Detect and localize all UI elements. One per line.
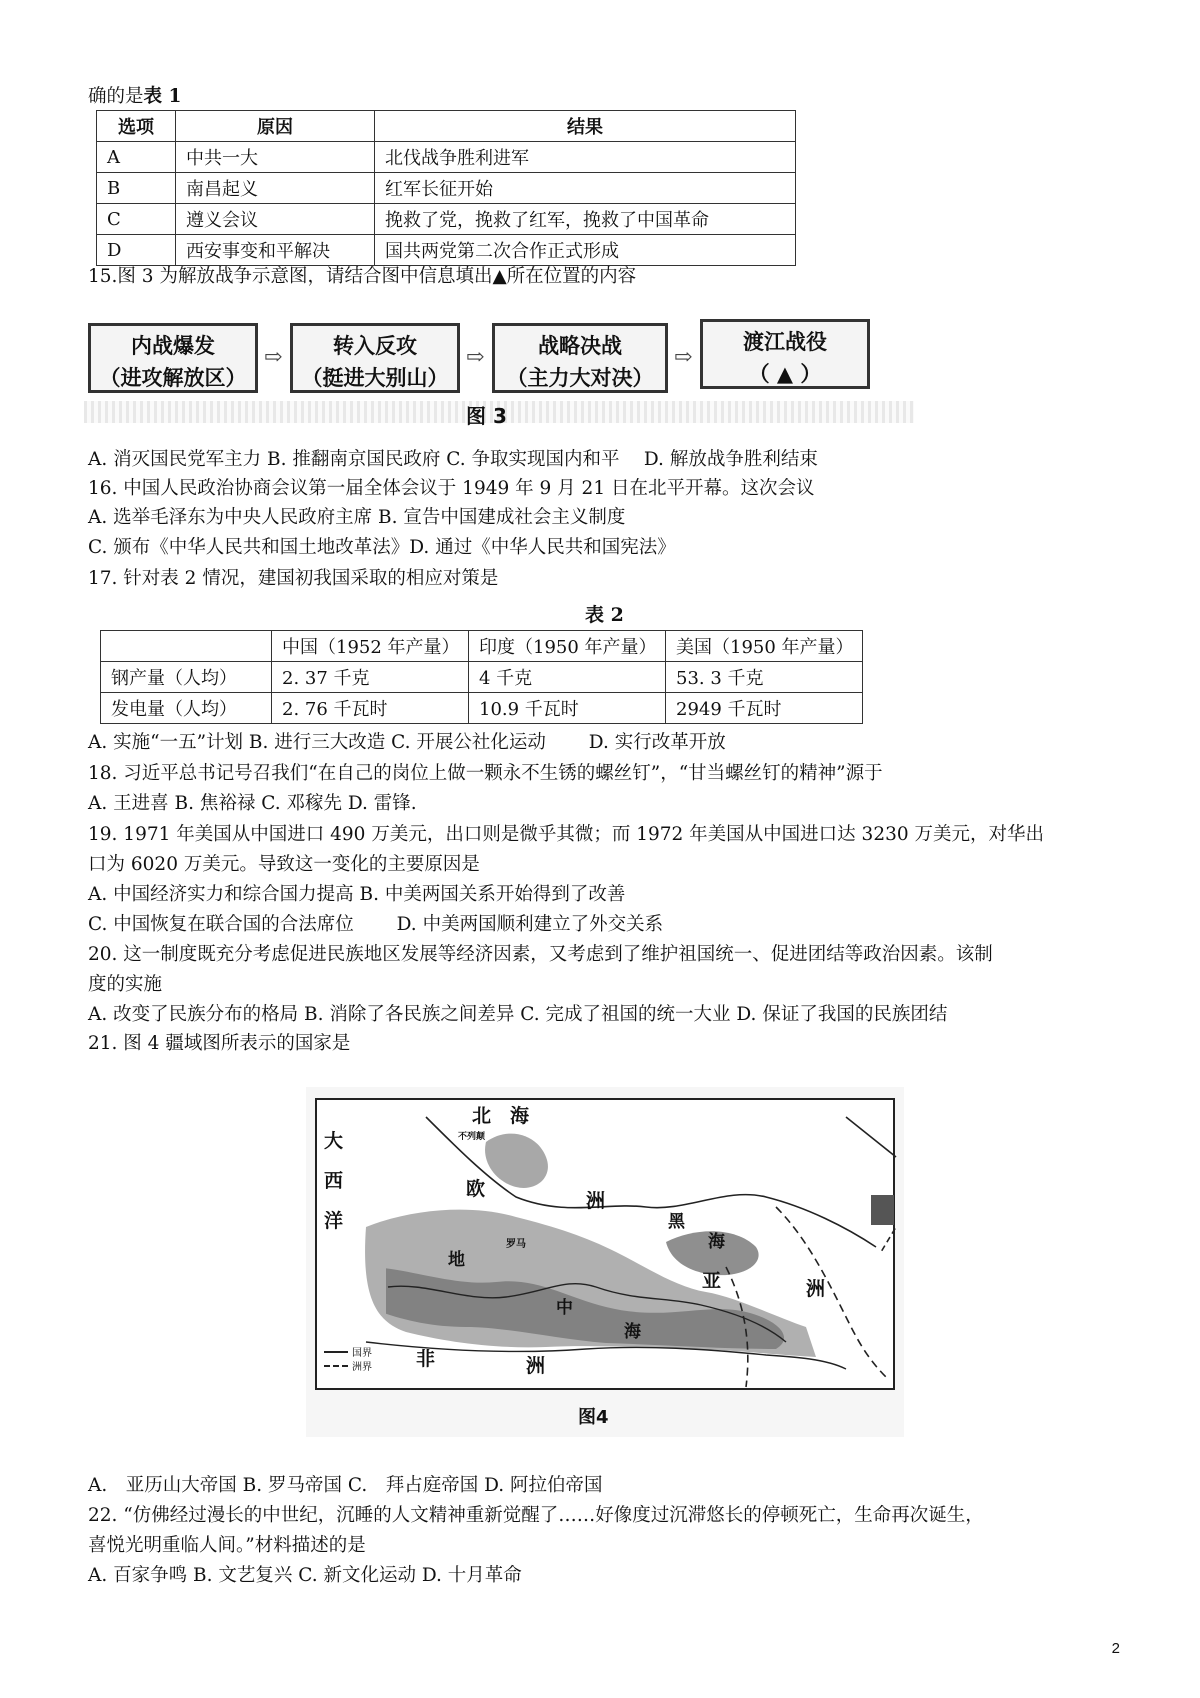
table-header-row: 中国（1952 年产量） 印度（1950 年产量） 美国（1950 年产量） — [101, 631, 863, 662]
table-2 — [100, 630, 863, 724]
question-intro: 确的是表 1 — [88, 86, 182, 107]
flow-box-river-crossing: 渡江战役 （ ▲ ） — [700, 319, 870, 389]
map-label-africa-1: 非 — [416, 1348, 436, 1370]
figure-4-caption: 图4 — [578, 1407, 609, 1428]
table-row: A 中共一大 北伐战争胜利进军 — [97, 142, 796, 173]
q16-options-2: C. 颁布《中华人民共和国土地改革法》D. 通过《中华人民共和国宪法》 — [88, 537, 676, 558]
roman-empire-map-svg — [306, 1087, 904, 1437]
q18-stem: 18. 习近平总书记号召我们“在自己的岗位上做一颗永不生锈的螺丝钉”，“甘当螺丝钉的精神”源于 — [88, 763, 883, 784]
q15-stem: 15.图 3 为解放战争示意图，请结合图中信息填出▲所在位置的内容 — [88, 266, 637, 287]
q22-stem-2: 喜悦光明重临人间。”材料描述的是 — [88, 1535, 366, 1556]
map-label-rome: 罗马 — [506, 1239, 526, 1250]
q18-options: A. 王进喜 B. 焦裕禄 C. 邓稼先 D. 雷锋. — [88, 793, 417, 814]
table-row: 钢产量（人均） 2. 37 千克 4 千克 53. 3 千克 — [101, 662, 863, 693]
q16-stem: 16. 中国人民政治协商会议第一届全体会议于 1949 年 9 月 21 日在北平开幕。这次会议 — [88, 478, 815, 499]
map-label-ocean-3: 洋 — [324, 1210, 344, 1232]
q20-options: A. 改变了民族分布的格局 B. 消除了各民族之间差异 C. 完成了祖国的统一大业 D. 保证了我国的民族团结 — [88, 1004, 948, 1025]
map-label-britain: 不列颠 — [458, 1132, 486, 1142]
q22-stem-1: 22. “仿佛经过漫长的中世纪，沉睡的人文精神重新觉醒了……好像度过沉滞悠长的停顿死亡，生命再次诞生， — [88, 1505, 984, 1526]
map-label-asia-2: 洲 — [806, 1278, 826, 1300]
flow-box-decisive-battles: 战略决战 （主力大对决） — [492, 323, 668, 393]
map-label-med-1: 地 — [448, 1250, 465, 1270]
map-label-north-sea: 北 海 — [472, 1105, 530, 1127]
q19-stem-1: 19. 1971 年美国从中国进口 490 万美元，出口则是微乎其微；而 1972 年美国从中国进口达 3230 万美元，对华出 — [88, 824, 1045, 845]
table-header-row: 选项 原因 结果 — [97, 111, 796, 142]
map-label-asia-1: 亚 — [702, 1270, 722, 1292]
map-label-black-sea-2: 海 — [708, 1232, 725, 1252]
table-row: D 西安事变和平解决 国共两党第二次合作正式形成 — [97, 235, 796, 266]
q21-options: A. 亚历山大帝国 B. 罗马帝国 C. 拜占庭帝国 D. 阿拉伯帝国 — [88, 1475, 603, 1496]
map-label-black-sea-1: 黑 — [668, 1212, 685, 1232]
flow-box-civil-war: 内战爆发 （进攻解放区） — [88, 323, 258, 393]
flow-arrow-icon: ⇨ — [674, 345, 693, 370]
table-row: B 南昌起义 红军长征开始 — [97, 173, 796, 204]
map-label-ocean-2: 西 — [324, 1170, 344, 1192]
flow-arrow-icon: ⇨ — [264, 345, 283, 370]
figure-3-flowchart — [88, 323, 908, 433]
figure-4-map — [306, 1087, 904, 1437]
q17-options: A. 实施“一五”计划 B. 进行三大改造 C. 开展公社化运动 D. 实行改革开放 — [88, 732, 726, 753]
q20-stem-2: 度的实施 — [88, 974, 163, 995]
figure-3-caption: 图 3 — [466, 404, 507, 428]
table-row: 发电量（人均） 2. 76 千瓦时 10.9 千瓦时 2949 千瓦时 — [101, 693, 863, 724]
map-label-europe-1: 欧 — [466, 1178, 486, 1200]
map-label-med-3: 海 — [624, 1322, 641, 1342]
map-label-europe-2: 洲 — [586, 1190, 606, 1212]
q17-stem: 17. 针对表 2 情况，建国初我国采取的相应对策是 — [88, 568, 499, 589]
q21-stem: 21. 图 4 疆域图所表示的国家是 — [88, 1033, 351, 1054]
q22-options: A. 百家争鸣 B. 文艺复兴 C. 新文化运动 D. 十月革命 — [88, 1565, 522, 1586]
legend-continent-label: 洲界 — [352, 1362, 372, 1373]
map-label-ocean-1: 大 — [324, 1130, 344, 1152]
q20-stem-1: 20. 这一制度既充分考虑促进民族地区发展等经济因素，又考虑到了维护祖国统一、促进团结等政治因素。该制 — [88, 944, 993, 965]
table-row: C 遵义会议 挽救了党，挽救了红军，挽救了中国革命 — [97, 204, 796, 235]
q15-options: A. 消灭国民党军主力 B. 推翻南京国民政府 C. 争取实现国内和平 D. 解放战争胜利结束 — [88, 449, 818, 470]
page-number: 2 — [1111, 1640, 1120, 1657]
q19-options-2: C. 中国恢复在联合国的合法席位 D. 中美两国顺利建立了外交关系 — [88, 914, 664, 935]
map-label-africa-2: 洲 — [526, 1355, 546, 1377]
table-1 — [96, 110, 796, 266]
legend-border-label: 国界 — [352, 1348, 372, 1359]
flow-box-counteroffensive: 转入反攻 （挺进大别山） — [290, 323, 460, 393]
q16-options-1: A. 选举毛泽东为中央人民政府主席 B. 宣告中国建成社会主义制度 — [88, 507, 626, 528]
table-2-title: 表 2 — [585, 604, 624, 626]
flow-arrow-icon: ⇨ — [466, 345, 485, 370]
q19-stem-2: 口为 6020 万美元。导致这一变化的主要原因是 — [88, 854, 480, 875]
map-label-med-2: 中 — [556, 1298, 573, 1318]
q19-options-1: A. 中国经济实力和综合国力提高 B. 中美两国关系开始得到了改善 — [88, 884, 626, 905]
